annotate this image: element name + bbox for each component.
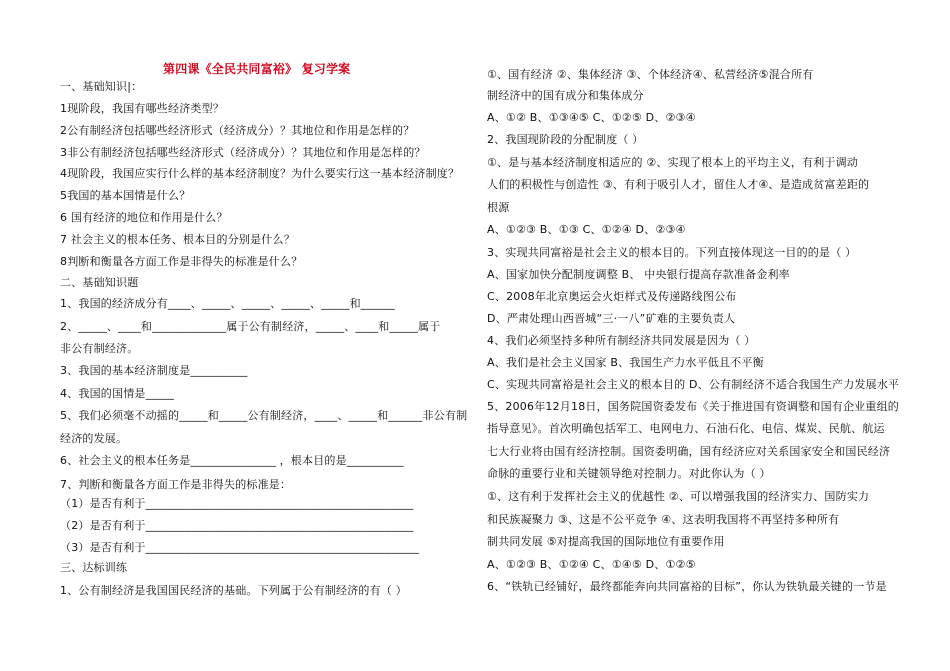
right-line: C、实现共同富裕是社会主义的根本目的 D、公有制经济不适合我国生产力发展水平 [487,378,900,391]
left-line: 非公有制经济。 [60,342,139,355]
left-line: 2公有制经济包括哪些经济形式（经济成分）？其地位和作用是怎样的？ [60,124,415,137]
left-line: （3）是否有利于________________________________________________ [60,541,420,554]
left-line: 7 社会主义的根本任务、根本目的分别是什么？ [60,233,295,246]
right-line: 人们的积极性与创造性 ③、有利于吸引人才，留住人才④、是造成贫富差距的 [487,178,870,191]
left-line: （1）是否有利于_______________________________________________ [60,497,414,510]
left-line: 1、我国的经济成分有____、_____、_____、_____、_____和______ [60,297,395,310]
right-line: A、我们是社会主义国家 B、我国生产力水平低且不平衡 [487,356,764,369]
left-line: 4现阶段，我国应实行什么样的基本经济制度？为什么要实行这一基本经济制度？ [60,167,460,180]
right-line: A、①②③ B、①③ C、①②④ D、②③④ [487,223,686,236]
right-line: C、2008年北京奥运会火炬样式及传递路线图公布 [487,290,737,303]
right-line: 2、我国现阶段的分配制度（ ） [487,133,644,146]
left-line: 经济的发展。 [60,432,128,445]
right-line: A、①② B、①③④⑤ C、①②⑤ D、②③④ [487,111,696,124]
left-line: 三、达标训练 [60,561,128,574]
right-line: A、国家加快分配制度调整 B、 中央银行提高存款准备金利率 [487,268,790,281]
left-line: 3、我国的基本经济制度是__________ [60,364,248,377]
right-line: A、①②③ B、①②④ C、①④⑤ D、①②⑤ [487,558,696,571]
right-line: 制经济中的国有成分和集体成分 [487,89,644,102]
right-line: 4、我们必须坚持多种所有制经济共同发展是因为（ ） [487,334,756,347]
left-line: 1、公有制经济是我国国民经济的基础。下列属于公有制经济的有（ ） [60,584,407,597]
left-line: 7、判断和衡量各方面工作是非得失的标准是： [60,478,292,491]
right-line: 命脉的重要行业和关键领导绝对控制力。对此你认为（ ） [487,467,771,480]
page-title: 第四课《全民共同富裕》 复习学案 [163,62,351,76]
right-line: ①、国有经济 ②、集体经济 ③、个体经济④、私营经济⑤混合所有 [487,68,814,81]
right-line: 七大行业将由国有经济控制。国资委明确，国有经济应对关系国家安全和国民经济 [487,445,891,458]
left-line: 6 国有经济的地位和作用是什么？ [60,211,228,224]
left-line: 1现阶段，我国有哪些经济类型？ [60,102,224,115]
right-line: 6、“铁轨已经铺好，最终都能奔向共同富裕的目标”，你认为铁轨最关键的一节是 [487,580,887,593]
right-line: ①、这有利于发挥社会主义的优越性 ②、可以增强我国的经济实力、国防实力 [487,490,870,503]
left-line: 6、社会主义的根本任务是_______________ ，根本目的是__________ [60,454,404,467]
right-line: 指导意见》。首次明确包括军工、电网电力、石油石化、电信、煤炭、民航、航运 [487,422,885,435]
left-line: （2）是否有利于_______________________________________________ [60,519,414,532]
left-line: 二、基础知识题 [60,276,139,289]
left-line: 8判断和衡量各方面工作是非得失的标准是什么？ [60,255,303,268]
left-line: 5、我们必须毫不动摇的_____和_____公有制经济，____、_____和______非公有制 [60,409,468,422]
left-line: 4、我国的国情是_____ [60,387,175,400]
left-line: 2、_____、____和_____________属于公有制经济，_____、____和_____属于 [60,320,441,333]
left-line: 3非公有制经济包括哪些经济形式（经济成分）？其地位和作用是怎样的？ [60,146,426,159]
right-line: D、严肃处理山西晋城“三·一八”矿难的主要负责人 [487,312,736,325]
right-line: 制共同发展 ⑤对提高我国的国际地位有重要作用 [487,535,725,548]
left-line: 5我国的基本国情是什么？ [60,189,191,202]
right-line: 根源 [487,201,510,214]
right-line: 3、实现共同富裕是社会主义的根本目的。下列直接体现这一目的的是（ ） [487,246,857,259]
right-line: 和民族凝聚力 ③、这是不公平竞争 ④、这表明我国将不再坚持多种所有 [487,513,840,526]
right-line: ①、是与基本经济制度相适应的 ②、实现了根本上的平均主义，有利于调动 [487,156,859,169]
right-line: 5、2006年12月18日，国务院国资委发布《关于推进国有资调整和国有企业重组的 [487,400,899,413]
left-line: 一、基础知识|： [60,80,143,93]
